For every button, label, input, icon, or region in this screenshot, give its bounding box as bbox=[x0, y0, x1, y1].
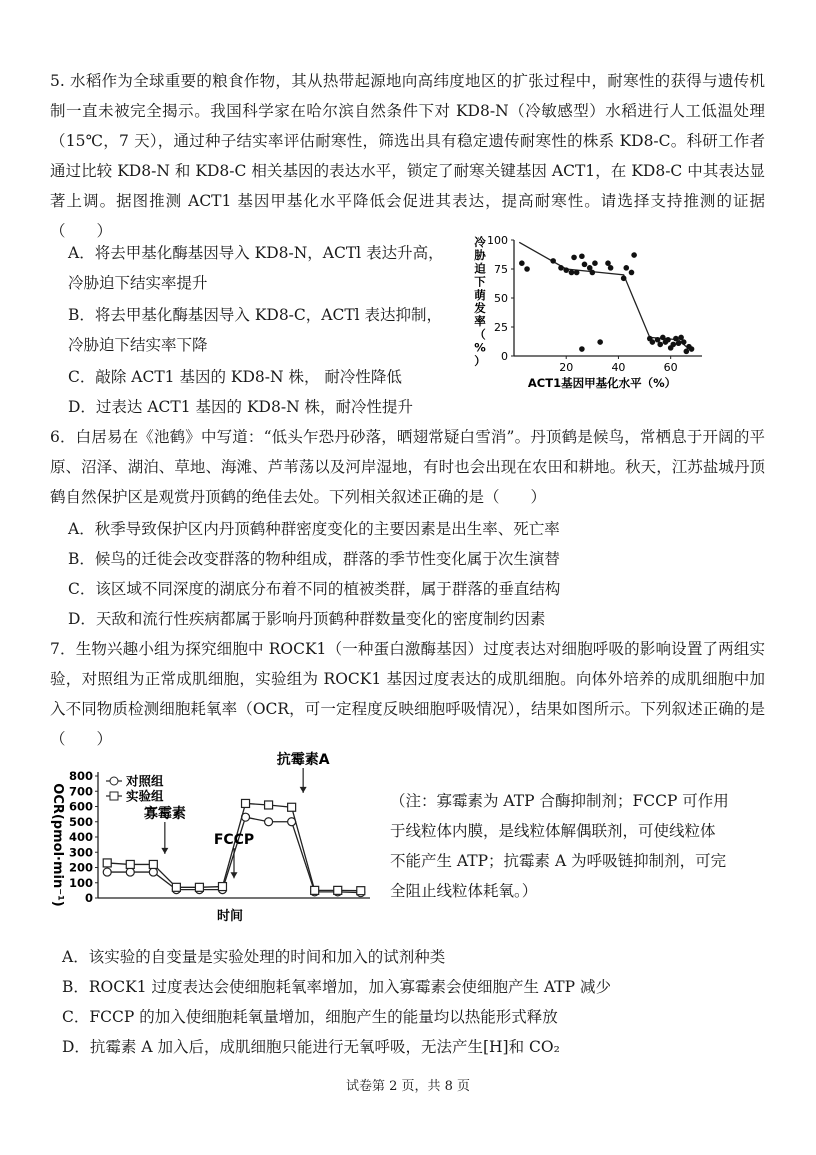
q5-option-b: B．将去甲基化酶基因导入 KD8-C，ACTl 表达抑制，冷胁迫下结实率下降 bbox=[68, 306, 443, 354]
methylation-scatter-chart bbox=[462, 228, 712, 400]
chart1-y-label-char: 率 bbox=[474, 314, 486, 329]
chart1-data-point bbox=[582, 262, 588, 268]
chart2-legend-circle bbox=[110, 777, 118, 785]
chart1-y-label-char: 胁 bbox=[474, 248, 486, 263]
chart1-y-label-char: 冷 bbox=[474, 235, 486, 249]
chart2-y-tick-label: 200 bbox=[68, 860, 93, 875]
chart2-marker-circle bbox=[126, 868, 134, 876]
chart2-arrow-head bbox=[231, 872, 238, 878]
chart2-y-tick-label: 600 bbox=[68, 799, 93, 814]
chart2-y-tick-label: 0 bbox=[84, 891, 93, 905]
chart2-y-tick-label: 300 bbox=[68, 845, 93, 860]
chart2-legend-label: 对照组 bbox=[126, 773, 164, 789]
chart1-data-point bbox=[524, 266, 530, 272]
chart1-data-point bbox=[623, 265, 629, 271]
chart1-data-point bbox=[563, 267, 569, 273]
chart2-marker-square bbox=[149, 860, 157, 868]
chart2-annotation-label: FCCP bbox=[213, 832, 255, 848]
chart1-data-point bbox=[631, 252, 637, 258]
chart2-marker-square bbox=[265, 801, 273, 809]
chart1-data-point bbox=[621, 275, 627, 281]
chart1-x-tick-label: 60 bbox=[663, 361, 678, 374]
q6-option-d: D．天敌和流行性疾病都属于影响丹顶鹤种群数量变化的密度制约因素 bbox=[68, 610, 546, 628]
chart1-data-point bbox=[569, 270, 575, 276]
chart2-annotation-label: 抗霉素A bbox=[276, 752, 330, 768]
chart1-data-point bbox=[629, 270, 635, 276]
q7-stem: 7．生物兴趣小组为探究细胞中 ROCK1（一种蛋白激酶基因）过度表达对细胞呼吸的影响设置了两组实验，对照组为正常成肌细胞，实验组为 ROCK1 基因过度表达的成肌细胞。向体外培养的成肌细胞中加入不同物质检测细胞耗氧率（OCR，可一定程度反映细胞呼吸情况），结果如图所示。下列叙述正确的是（ ） bbox=[50, 640, 765, 748]
q6-stem: 6．白居易在《池鹤》中写道：“低头乍恐丹砂落，晒翅常疑白雪消”。丹顶鹤是候鸟，常栖息于开阔的平原、沼泽、湖泊、草地、海滩、芦苇荡以及河岸湿地，有时也会出现在农田和耕地。秋天，江苏盐城丹顶鹤自然保护区是观赏丹顶鹤的绝佳去处。下列相关叙述正确的是（ ） bbox=[50, 428, 765, 506]
chart2-marker-square bbox=[103, 859, 111, 867]
chart1-data-point bbox=[519, 260, 525, 266]
chart2-legend-square bbox=[110, 792, 118, 800]
chart2-marker-square bbox=[172, 883, 180, 891]
q7-option-b: B．ROCK1 过度表达会使细胞耗氧率增加，加入寡霉素会使细胞产生 ATP 减少 bbox=[62, 978, 611, 996]
chart1-data-point bbox=[550, 258, 556, 264]
chart1-y-tick-label: 25 bbox=[494, 321, 508, 334]
chart2-y-axis-label: OCR(pmol·min⁻¹) bbox=[50, 783, 65, 907]
q7-option-c: C．FCCP 的加入使细胞耗氧量增加，细胞产生的能量均以热能形式释放 bbox=[62, 1008, 558, 1026]
chart1-y-label-char: （ bbox=[474, 327, 486, 342]
q6-option-b: B．候鸟的迁徙会改变群落的物种组成，群落的季节性变化属于次生演替 bbox=[68, 550, 560, 568]
q5-stem: 5. 水稻作为全球重要的粮食作物，其从热带起源地向高纬度地区的扩张过程中，耐寒性的获得与遗传机制一直未被完全揭示。我国科学家在哈尔滨自然条件下对 KD8-N（冷敏感型）水稻进行人工低温处理（15℃，7 天），通过种子结实率评估耐寒性，筛选出具有稳定遗传耐寒性的株系 KD8-C。科研工作者通过比较 KD8-N 和 KD8-C 相关基因的表达水平，锁定了耐寒关键基因 ACT1，在 KD8-C 中其表达显著上调。据图推测 ACT1 基因甲基化水平降低会促进其表达，提高耐寒性。请选择支持推测的证据（ ） bbox=[50, 72, 765, 240]
chart1-data-point bbox=[676, 340, 682, 346]
chart1-data-point bbox=[590, 270, 596, 276]
chart2-y-tick-label: 700 bbox=[68, 784, 93, 799]
chart1-y-tick-label: 50 bbox=[494, 292, 508, 305]
chart1-y-label-char: ） bbox=[474, 353, 486, 368]
q5-option-a: A．将去甲基化酶基因导入 KD8-N，ACTl 表达升高，冷胁迫下结实率提升 bbox=[68, 244, 444, 292]
page-footer: 试卷第 2 页，共 8 页 bbox=[345, 1079, 471, 1094]
q5-option-d: D．过表达 ACT1 基因的 KD8-N 株，耐冷性提升 bbox=[68, 398, 414, 416]
chart1-x-tick-label: 20 bbox=[559, 361, 574, 374]
chart1-trend-line bbox=[519, 242, 686, 346]
chart1-y-label-char: 迫 bbox=[474, 261, 486, 276]
chart1-data-point bbox=[657, 342, 663, 348]
q7-option-a: A．该实验的自变量是实验处理的时间和加入的试剂种类 bbox=[62, 948, 446, 966]
chart2-legend-label: 实验组 bbox=[126, 788, 164, 804]
chart1-data-point bbox=[574, 270, 580, 276]
q6-option-c: C．该区域不同深度的湖底分布着不同的植被类群，属于群落的垂直结构 bbox=[68, 580, 561, 598]
chart2-marker-square bbox=[311, 886, 319, 894]
chart1-x-axis-label: ACT1基因甲基化水平（%） bbox=[527, 376, 677, 390]
chart1-y-tick-label: 100 bbox=[487, 234, 508, 247]
chart1-data-point bbox=[681, 339, 687, 345]
chart2-marker-square bbox=[288, 803, 296, 811]
chart2-marker-circle bbox=[265, 818, 273, 826]
chart1-y-label-char: 发 bbox=[474, 301, 486, 315]
chart1-data-point bbox=[670, 342, 676, 348]
chart1-data-point bbox=[592, 260, 598, 266]
q5-option-c: C．敲除 ACT1 基因的 KD8-N 株， 耐冷性降低 bbox=[68, 368, 402, 386]
chart1-y-tick-label: 0 bbox=[501, 350, 508, 363]
chart2-marker-circle bbox=[103, 868, 111, 876]
q6-option-a: A．秋季导致保护区内丹顶鹤种群密度变化的主要因素是出生率、死亡率 bbox=[68, 520, 560, 538]
chart1-y-label-char: 下 bbox=[474, 274, 486, 289]
chart1-data-point bbox=[608, 265, 614, 271]
chart2-arrow-head bbox=[161, 848, 168, 854]
chart2-y-tick-label: 100 bbox=[68, 875, 93, 890]
chart1-y-label-char: % bbox=[474, 340, 486, 355]
q7-note: （注：寡霉素为 ATP 合酶抑制剂；FCCP 可作用于线粒体内膜，是线粒体解偶联剂，可使线粒体不能产生 ATP；抗霉素 A 为呼吸链抑制剂，可完全阻止线粒体耗氧。） bbox=[390, 792, 729, 900]
chart2-marker-square bbox=[126, 860, 134, 868]
chart2-annotation-label: 寡霉素 bbox=[143, 806, 186, 822]
chart1-data-point bbox=[579, 346, 585, 352]
chart2-marker-circle bbox=[149, 868, 157, 876]
chart1-data-point bbox=[571, 255, 577, 261]
chart2-marker-square bbox=[357, 887, 365, 895]
chart2-x-axis-label: 时间 bbox=[216, 909, 244, 924]
chart1-y-tick-label: 75 bbox=[494, 263, 508, 276]
chart1-data-point bbox=[650, 339, 656, 345]
chart2-marker-square bbox=[218, 883, 226, 891]
chart2-arrow-head bbox=[300, 787, 307, 793]
chart1-data-point bbox=[579, 253, 585, 259]
chart2-marker-square bbox=[242, 799, 250, 807]
q7-option-d: D．抗霉素 A 加入后，成肌细胞只能进行无氧呼吸，无法产生[H]和 CO₂ bbox=[62, 1038, 560, 1056]
chart1-data-point bbox=[689, 346, 695, 352]
chart2-marker-square bbox=[195, 883, 203, 891]
chart2-y-tick-label: 800 bbox=[68, 769, 93, 783]
chart2-marker-square bbox=[334, 886, 342, 894]
chart1-y-label-char: 萌 bbox=[474, 287, 486, 302]
chart2-y-tick-label: 400 bbox=[68, 830, 93, 844]
chart1-data-point bbox=[665, 337, 671, 343]
chart1-data-point bbox=[558, 265, 564, 271]
chart1-data-point bbox=[597, 339, 603, 345]
ocr-line-chart bbox=[40, 750, 390, 932]
chart2-y-tick-label: 500 bbox=[68, 814, 93, 829]
chart1-x-tick-label: 40 bbox=[611, 361, 626, 374]
